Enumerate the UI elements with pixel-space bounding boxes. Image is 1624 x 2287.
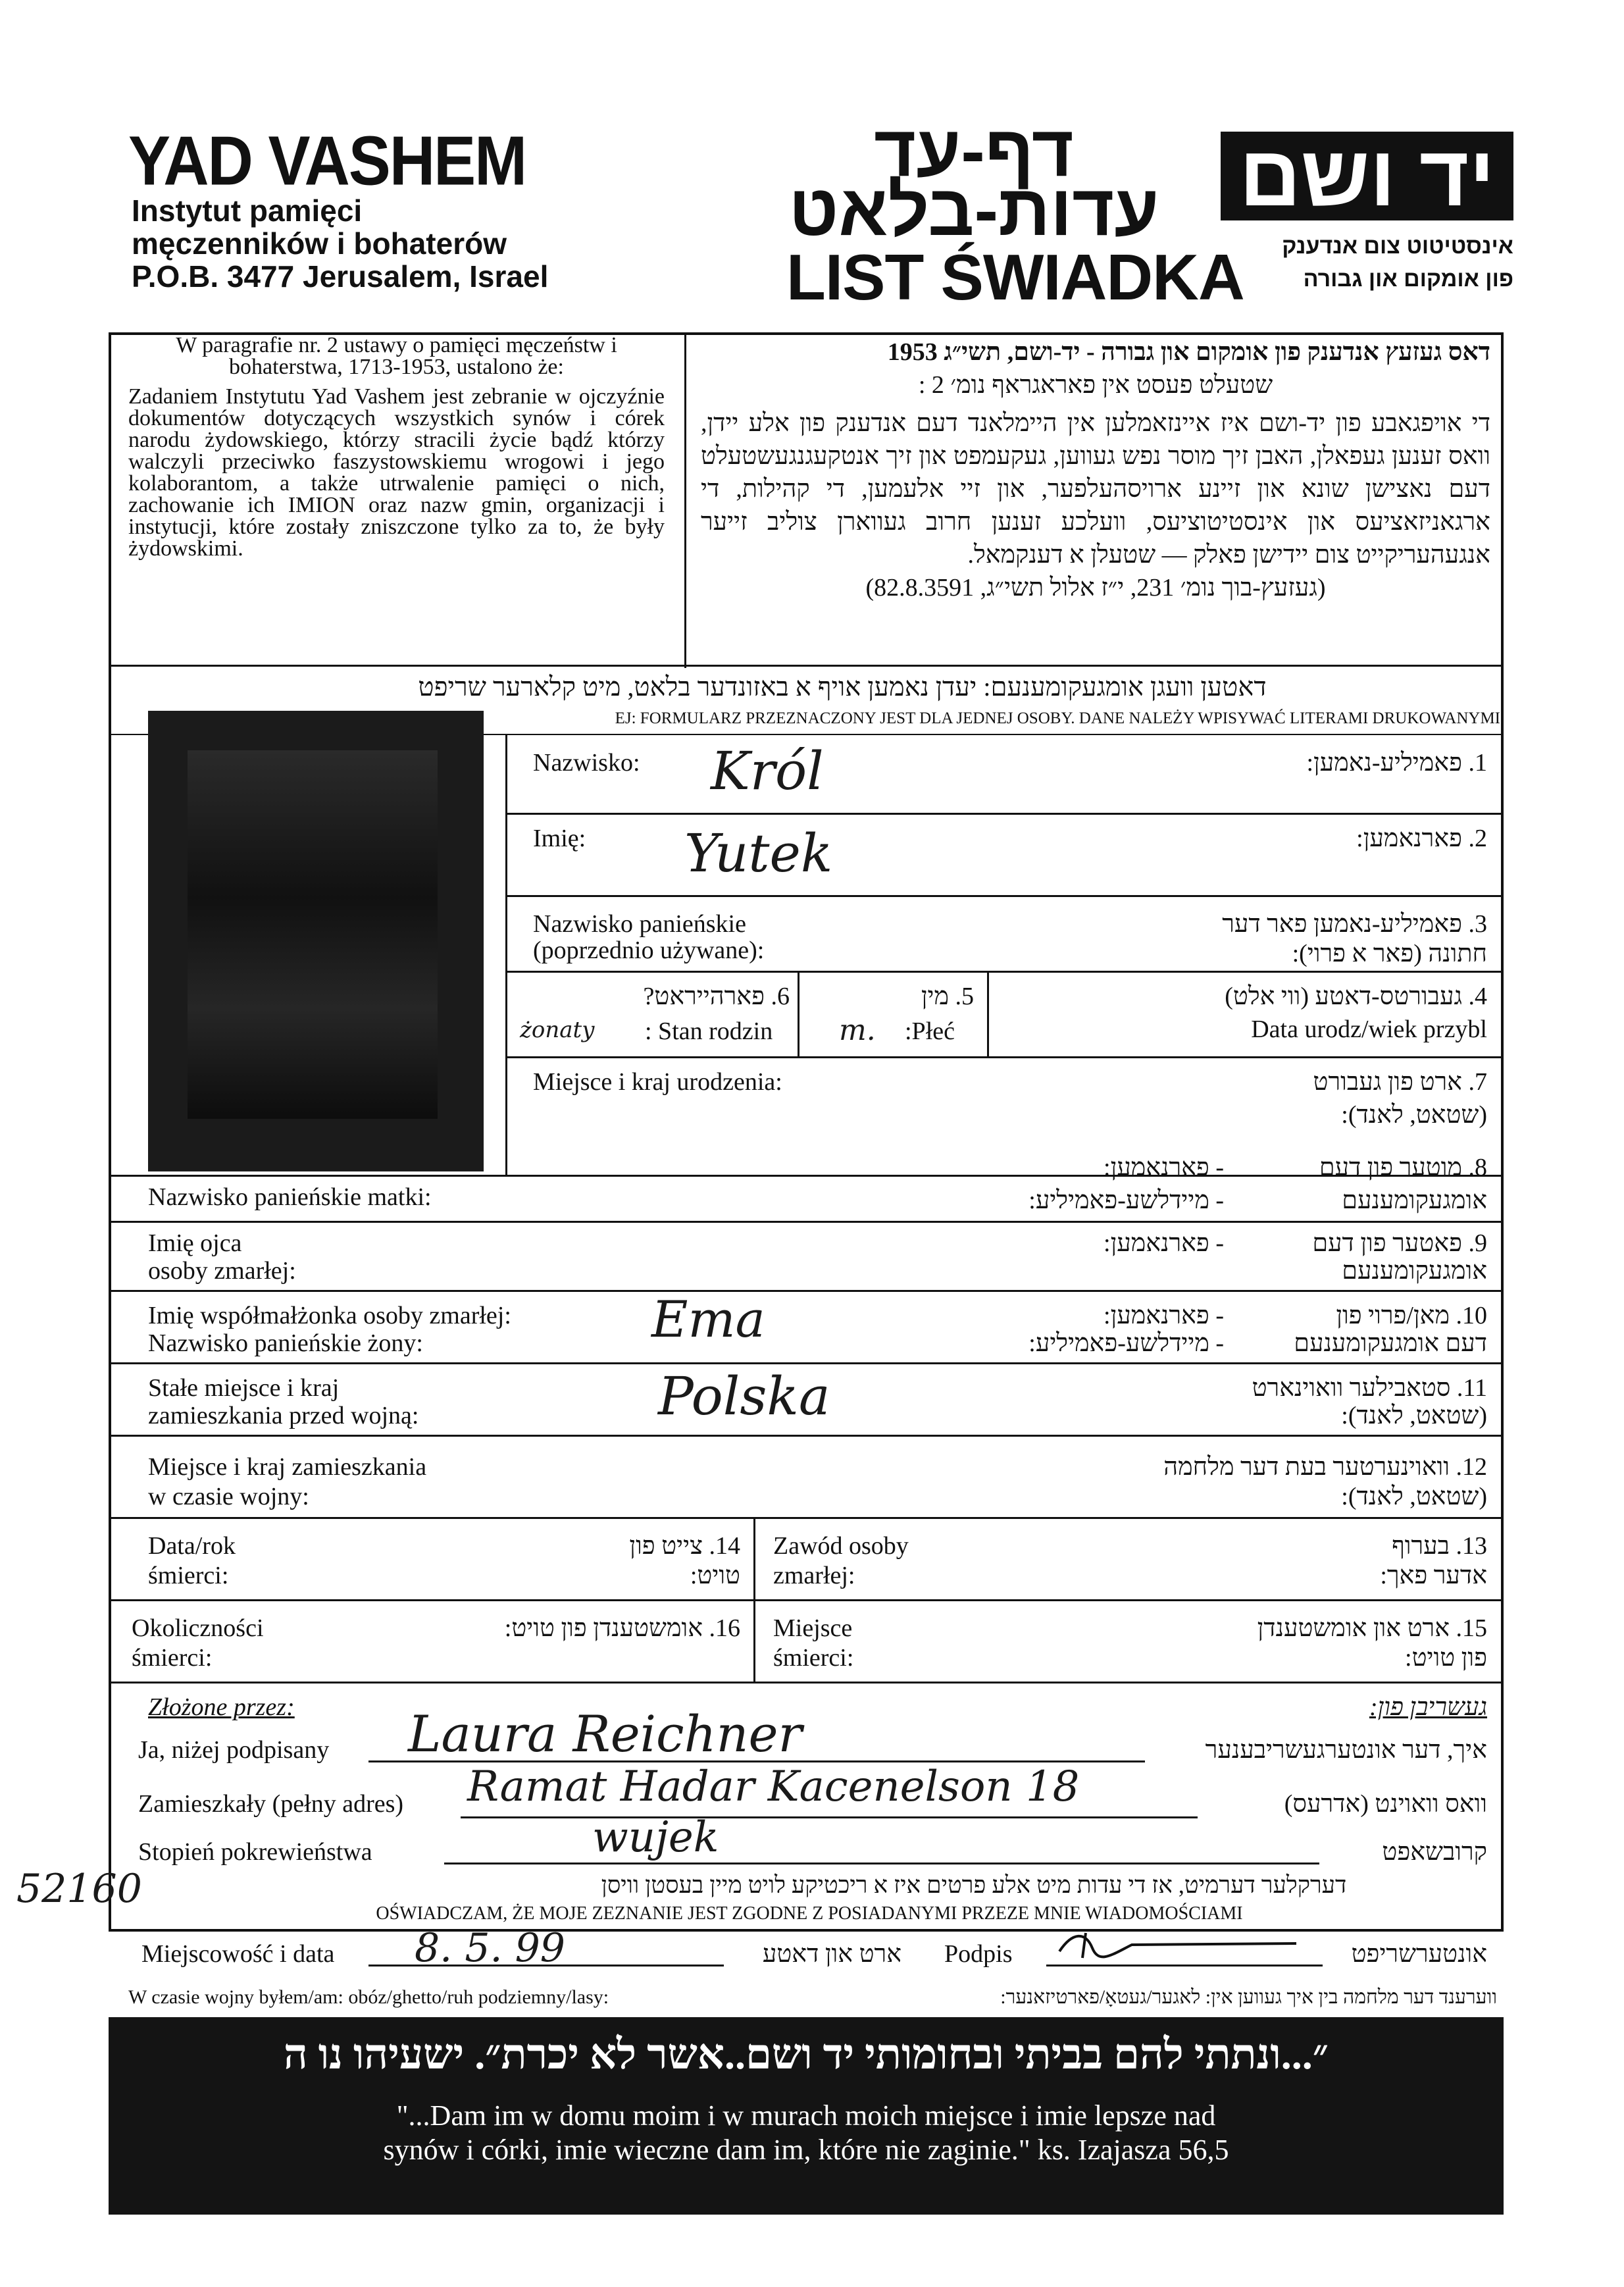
field-3-label-he-1: 3. פאמיליע-נאמען פאר דער [1222, 910, 1487, 938]
field-9-label-pl-2: osoby zmarłej: [148, 1257, 296, 1285]
submitter-addr-label-pl: Zamieszkały (pełny adres) [138, 1790, 404, 1818]
rule [109, 1517, 1504, 1519]
field-15-label-he-2: פון טויט: [1405, 1644, 1487, 1672]
field-11-value[interactable]: Polska [658, 1366, 830, 1427]
signature-label-pl: Podpis [944, 1940, 1013, 1968]
photo-placeholder [148, 711, 484, 1171]
field-1-value[interactable]: Król [711, 740, 824, 802]
doc-title-he-2: עדות-בלאט [788, 170, 1159, 251]
field-8-label-he-1: 8. מוטער פון דעם [1319, 1154, 1487, 1181]
rule [505, 895, 1504, 897]
signature-mark [1046, 1925, 1323, 1965]
field-15-label-pl-2: śmierci: [773, 1644, 854, 1672]
rule [109, 1290, 1504, 1292]
org-sub-1: Instytut pamięci [132, 193, 363, 228]
rule [109, 1362, 1504, 1364]
place-date-value[interactable]: 8. 5. 99 [415, 1925, 565, 1971]
logo-sub-1: אינסטיטוט צום אנדענק [1282, 234, 1513, 259]
field-1-label-he: 1. פאמיליע-נאמען: [1306, 749, 1487, 777]
field-3-label-he-2: חתונה (פאר א פרוי): [1292, 940, 1487, 967]
submitter-name-label-he: איך, דער אונטערגעשריבענער [1205, 1736, 1487, 1764]
rule [109, 1221, 1504, 1223]
submitter-title-pl: Złożone przez: [148, 1693, 295, 1721]
field-8-label-he-2: אומגעקומענעם [1342, 1187, 1487, 1214]
rule [109, 665, 1504, 667]
field-3-label-pl-1: Nazwisko panieńskie [533, 910, 746, 938]
rule [109, 1682, 1504, 1683]
rule [109, 1435, 1504, 1437]
field-16-label-pl-2: śmierci: [132, 1644, 213, 1672]
field-12-label-he-1: 12. וואוינערטער בעת דער מלחמה [1163, 1453, 1487, 1481]
signature-label-he: אונטערשריפט [1351, 1940, 1487, 1968]
field-11-label-pl-2: zamieszkania przed wojną: [148, 1402, 419, 1429]
field-5-label-pl: :Płeć [905, 1017, 955, 1045]
field-8-mid-1: - פארנאמען: [1104, 1154, 1224, 1181]
place-date-label-pl: Miejscowość i data [141, 1940, 335, 1968]
field-10-value[interactable]: Ema [651, 1290, 765, 1349]
field-11-label-he-2: (שטאט, לאנד): [1341, 1402, 1487, 1429]
doc-title-he-1: דף-עד [874, 111, 1074, 192]
intro-pl-2: Zadaniem Instytutu Yad Vashem jest zebranie w ojczyźnie dokumentów dotyczących wszystkich synów i córek narodu żydowskiego, którzy stracili życie bądź którzy walczyli przeciwko faszystowskiemu wrogowi i jego kolaborantom, a także utrwalenie pamięci o nich, zachowanie ich IMION oraz nazw gmin, organizacji i instytucji, które zostały zniszczone tylko za to, że były żydowskimi. [128, 384, 665, 561]
field-11-label-he-1: 11. סטאבילער וואוינארט [1252, 1374, 1487, 1402]
quote-banner [109, 2017, 1504, 2215]
field-10-mid-2: - מיידלשע-פאמיליע: [1028, 1329, 1224, 1357]
rule [505, 971, 1504, 973]
field-6-label-he: 6. פארהייראט? [643, 983, 790, 1010]
intro-he [701, 336, 1490, 604]
field-8-mid-2: - מיידלשע-פאמיליע: [1028, 1187, 1224, 1214]
rule [505, 1056, 1504, 1058]
margin-note: 52160 [16, 1866, 142, 1912]
field-13-label-pl-1: Zawód osoby [773, 1532, 909, 1560]
yad-vashem-logo: יד ושם [1221, 132, 1513, 220]
doc-title-pl: LIST ŚWIADKA [786, 241, 1244, 313]
field-7-label-pl: Miejsce i kraj urodzenia: [533, 1068, 782, 1096]
field-12-label-pl-2: w czasie wojny: [148, 1483, 309, 1510]
submitter-name-label-pl: Ja, niżej podpisany [138, 1736, 330, 1764]
field-9-label-he-1: 9. פאטער פון דעם [1312, 1229, 1487, 1257]
field-4-label-he: 4. געבורטס-דאטע (ווי אלט) [1225, 983, 1487, 1010]
submitter-rel-label-pl: Stopień pokrewieństwa [138, 1838, 372, 1866]
field-2-label-he: 2. פארנאמען: [1356, 825, 1487, 852]
field-4-label-pl: Data urodz/wiek przybl [1251, 1015, 1487, 1043]
field-11-label-pl-1: Stałe miejsce i kraj [148, 1374, 340, 1402]
field-10-label-pl-1: Imię współmałżonka osoby zmarłej: [148, 1302, 511, 1329]
intro-divider [684, 332, 686, 668]
intro-pl [128, 334, 665, 559]
field-1-label-pl: Nazwisko: [533, 749, 640, 777]
field-13-label-he-2: אדער פאך: [1380, 1562, 1487, 1589]
intro-he-1: דאס געזעץ אנדענק פון אומקום און גבורה - יד-ושם, תשי״ג 1953 [887, 338, 1490, 366]
field-15-label-pl-1: Miejsce [773, 1614, 853, 1642]
wartime-pl: W czasie wojny byłem/am: obóz/ghetto/ruh podziemny/lasy: [128, 1986, 609, 2008]
field-10-mid-1: - פארנאמען: [1104, 1302, 1224, 1329]
field-14-label-pl-2: śmierci: [148, 1562, 229, 1589]
submitter-rel-label-he: קרובשאפט [1382, 1838, 1487, 1866]
declaration-pl: OŚWIADCZAM, ŻE MOJE ZEZNANIE JEST ZGODNE Z POSIADANYMI PRZEZE MNIE WIADOMOŚCIAMI [376, 1903, 1243, 1924]
field-2-label-pl: Imię: [533, 825, 586, 852]
intro-he-3: די אויפגאבע פון יד-ושם איז איינזאמלען אין היימלאנד דעם אנדענק פון אלע יידן, וואס זענען געפאלן, האבן זיך מוסר נפש געווען, געקעמפט און זיך אנטקעגנגעשטעלט דעם נאצישן שונא און זיינע ארויסהעלפער, און זיי אלעמען, די קהילות, די ארגאניזאציעס און אינסטיטוציעס, וועלכע זענען חרוב געווארן צוליב זייער אנגעהעריקייט צום יידישן פאלק — שטעלן א דענקמאל. [701, 409, 1490, 569]
field-6-label-pl: : Stan rodzin [645, 1017, 773, 1045]
rule [505, 813, 1504, 815]
org-name: YAD VASHEM [128, 122, 526, 200]
org-address: P.O.B. 3477 Jerusalem, Israel [132, 259, 549, 294]
field-10-label-he-1: 10. מאן/פרוי פון [1336, 1302, 1487, 1329]
field-9-label-pl-1: Imię ojca [148, 1229, 242, 1257]
signature-line[interactable] [1046, 1965, 1323, 1966]
field-13-label-pl-2: zmarłej: [773, 1562, 855, 1589]
quote-he: ״...ונתתי להם בביתי ובחומותי יד ושם..אשר לא יכרת״. ישעיהו נו ה [283, 2031, 1329, 2078]
submitter-addr-label-he: וואס וואוינט (אדרעס) [1284, 1790, 1487, 1818]
intro-he-2: שטעלט פעסט אין פאראגראף נומ׳ 2 : [918, 371, 1273, 399]
wartime-he: ווערענד דער מלחמה בין איך געווען אין: לאגער/געטאָ/פארטיזאנער: [1000, 1986, 1497, 2008]
rule [753, 1517, 755, 1682]
submitter-addr-value[interactable]: Ramat Hadar Kacenelson 18 [467, 1762, 1080, 1811]
field-16-label-he: 16. אומשטענדן פון טויט: [504, 1614, 740, 1642]
submitter-addr-line [461, 1816, 1198, 1818]
quote-pl-2: synów i córki, imie wieczne dam im, które nie zaginie." ks. Izajasza 56,5 [383, 2134, 1229, 2166]
field-8-label-pl: Nazwisko panieńskie matki: [148, 1183, 432, 1211]
rule [798, 971, 799, 1056]
field-14-label-pl-1: Data/rok [148, 1532, 236, 1560]
place-date-label-he: ארט און דאטע [762, 1940, 901, 1968]
field-9-mid: - פארנאמען: [1104, 1229, 1224, 1257]
field-10-label-pl-2: Nazwisko panieńskie żony: [148, 1329, 423, 1357]
submitter-rel-value[interactable]: wujek [592, 1813, 719, 1862]
field-7-label-he-2: (שטאט, לאנד): [1341, 1101, 1487, 1129]
submitter-title-he: געשריבן פון: [1369, 1693, 1487, 1721]
field-12-label-pl-1: Miejsce i kraj zamieszkania [148, 1453, 427, 1481]
field-2-value[interactable]: Yutek [684, 823, 833, 884]
quote-pl-1: "...Dam im w domu moim i w murach moich miejsce i imie lepsze nad [396, 2099, 1216, 2132]
field-16-label-pl-1: Okoliczności [132, 1614, 264, 1642]
field-13-label-he-1: 13. בערוף [1392, 1532, 1487, 1560]
notice-pl: EJ: FORMULARZ PRZEZNACZONY JEST DLA JEDNEJ OSOBY. DANE NALEŻY WPISYWAĆ LITERAMI DRUKOWANYMI [615, 709, 1500, 727]
field-6-value[interactable]: żonaty [520, 1017, 595, 1043]
submitter-rel-line [444, 1863, 1319, 1864]
declaration-he: דערקלער דערמיט, אז די עדות מיט אלע פרטים איז א ריכטיקע לויט מיין בעסטן וויסן [601, 1872, 1347, 1898]
field-7-label-he-1: 7. ארט פון געבורט [1313, 1068, 1487, 1096]
org-sub-2: męczenników i bohaterów [132, 226, 507, 261]
field-15-label-he-1: 15. ארט און אומשטענדן [1257, 1614, 1487, 1642]
field-3-label-pl-2: (poprzednio używane): [533, 937, 765, 964]
rule [505, 734, 507, 1175]
intro-pl-1: W paragrafie nr. 2 ustawy o pamięci męczeństw i bohaterstwa, 1713-1953, ustalono że: [176, 333, 617, 379]
submitter-name-value[interactable]: Laura Reichner [408, 1705, 802, 1763]
field-5-value[interactable]: m. [839, 1014, 876, 1047]
rule [109, 1599, 1504, 1601]
field-10-label-he-2: דעם אומגעקומענעם [1294, 1329, 1487, 1357]
logo-sub-2: פון אומקום און גבורה [1303, 267, 1513, 292]
field-14-label-he-1: 14. צייט פון [629, 1532, 740, 1560]
notice-he: דאטען וועגן אומגעקומענעם: יעדן נאמען אויף א באזונדער בלאט, מיט קלארער שריפט [418, 672, 1267, 702]
field-12-label-he-2: (שטאט, לאנד): [1341, 1483, 1487, 1510]
rule [987, 971, 989, 1056]
field-5-label-he: 5. מין [921, 983, 974, 1010]
intro-he-4: (געזעץ-בוך נומ׳ 231, י״ז אלול תשי״ג, 82.8.3591) [865, 574, 1326, 602]
field-14-label-he-2: טויט: [690, 1562, 740, 1589]
field-9-label-he-2: אומגעקומענעם [1342, 1257, 1487, 1285]
